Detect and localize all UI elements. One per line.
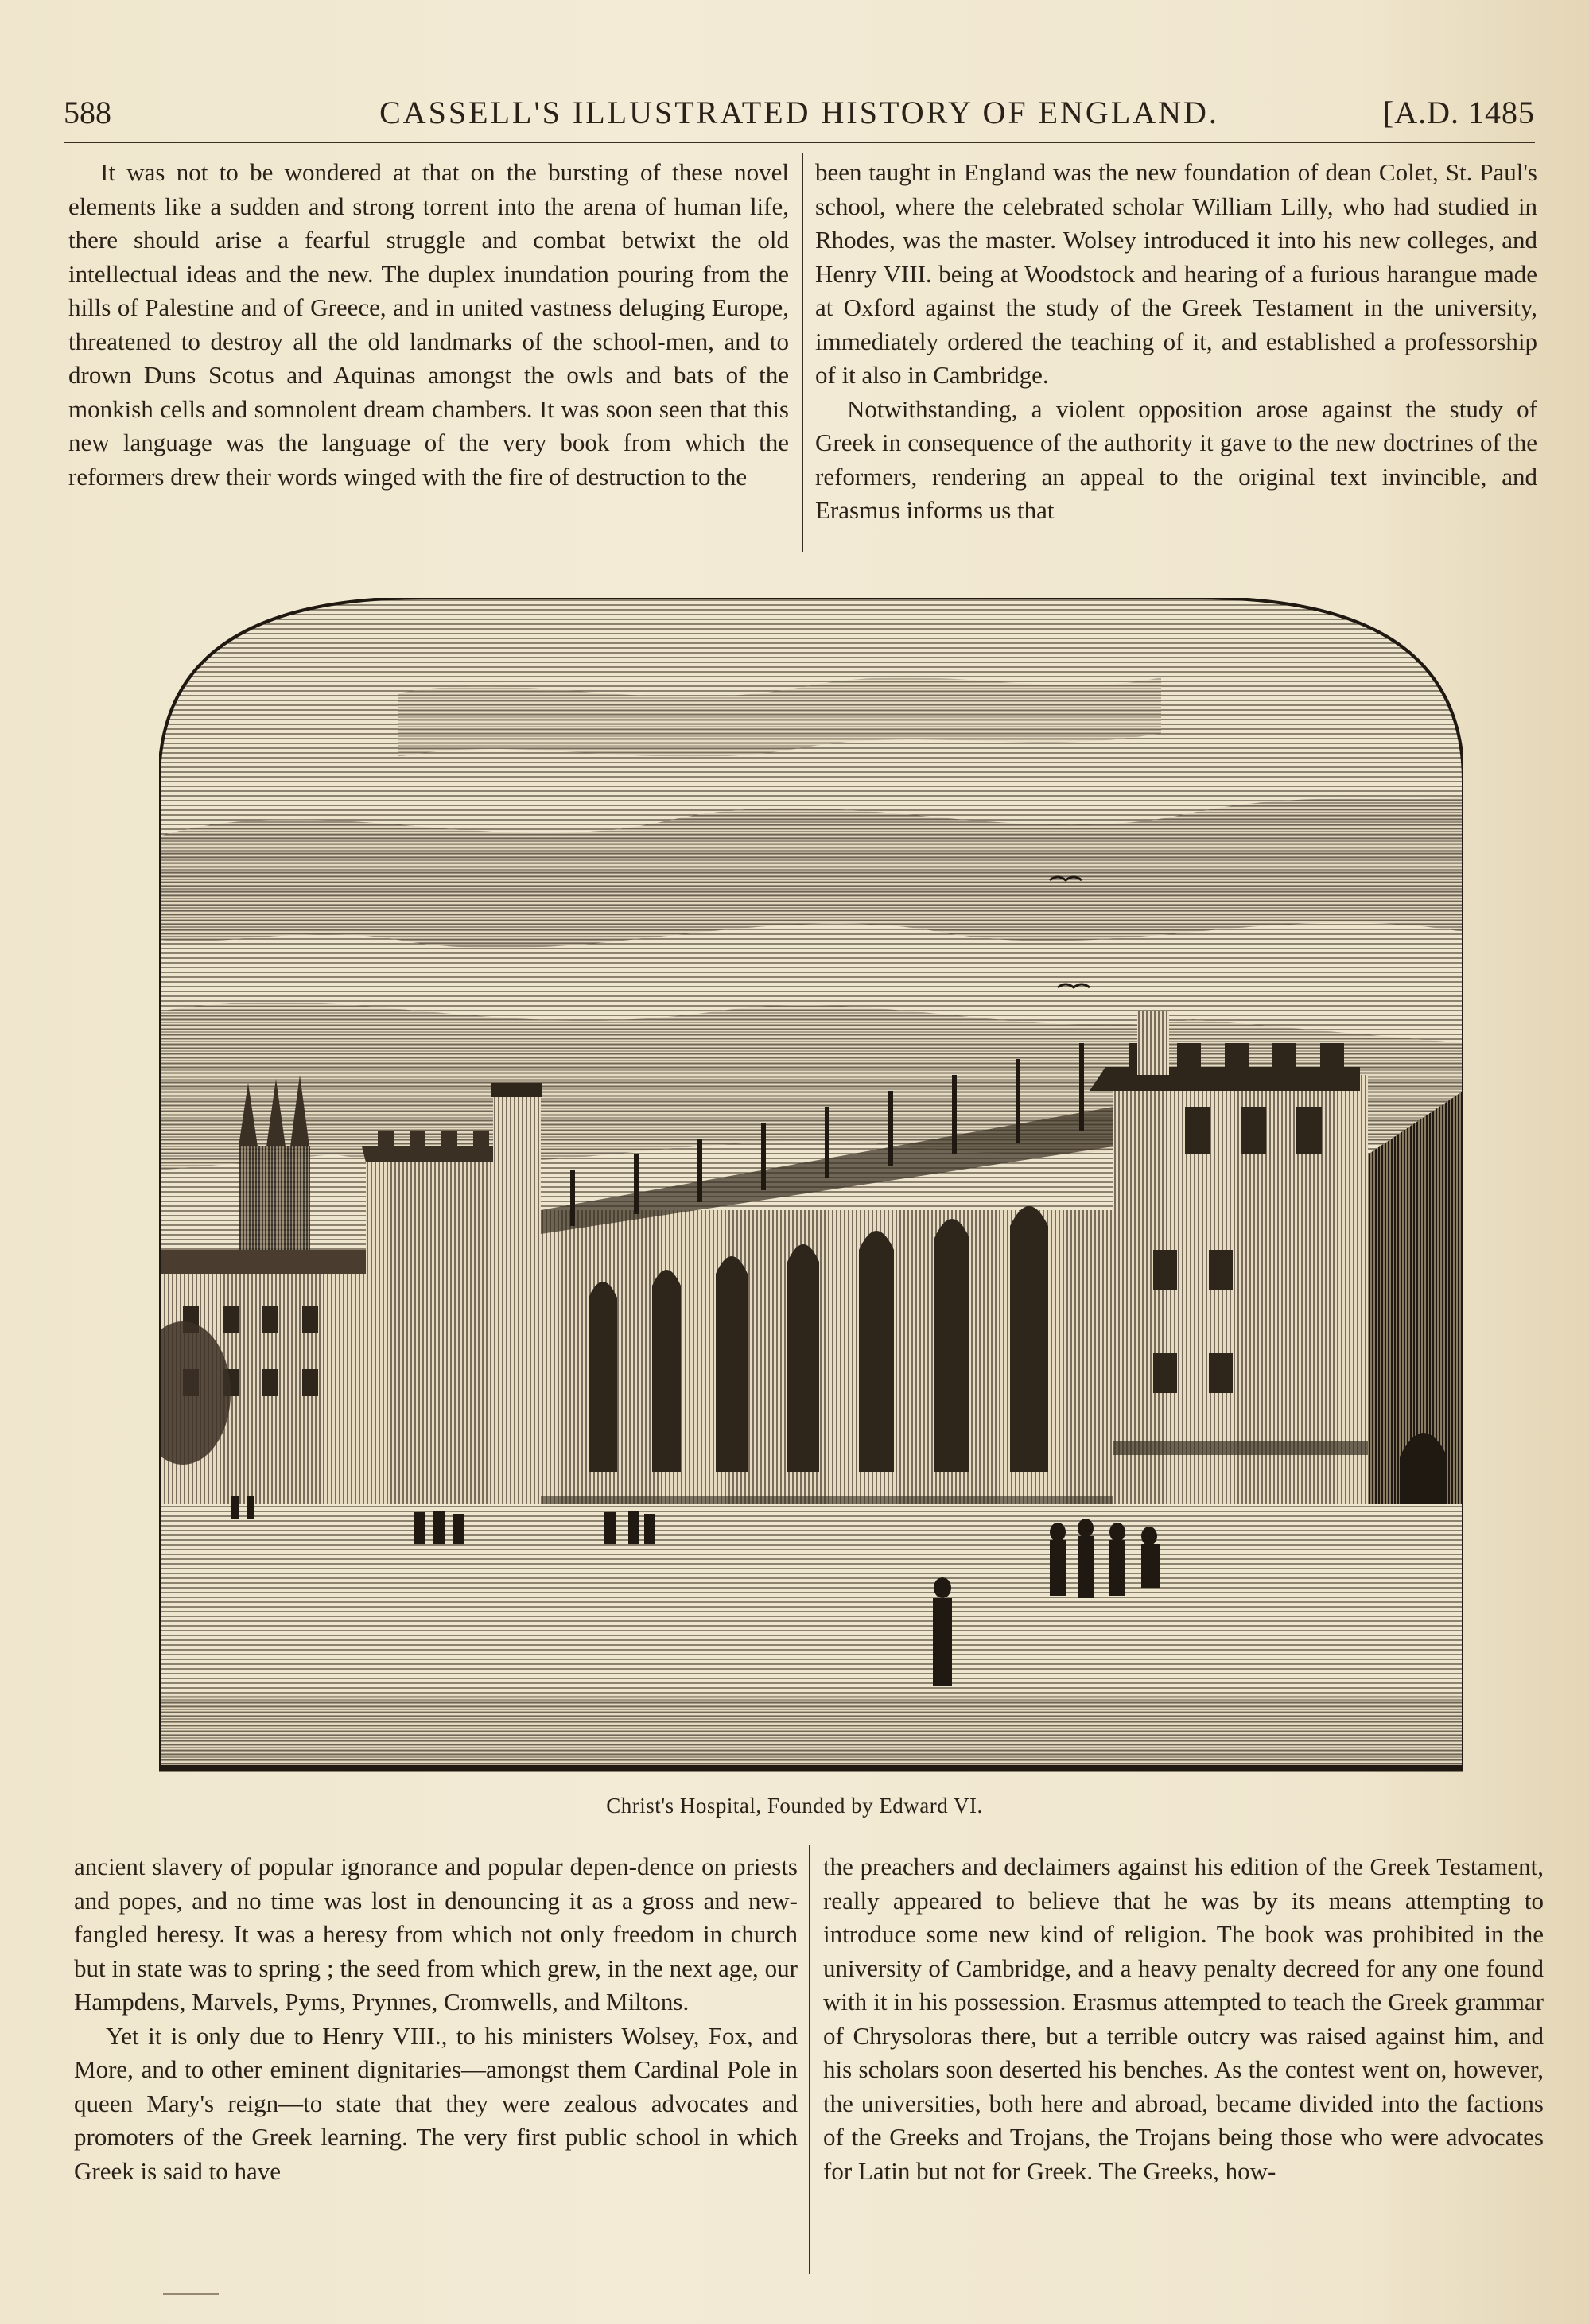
column-divider-bottom bbox=[809, 1845, 810, 2274]
paragraph: been taught in England was the new foundation of dean Colet, St. Paul's school, where the celebrated scholar William Lilly, who had studied in Rhodes, was the master. Wolsey introduced it into his new colleges, and Henry VIII. being at Woodstock and hearing of a furious harangue made at Oxford against the study of the Greek Testament in the university, immediately ordered the teaching of it, and established a professorship of it also in Cambridge. bbox=[815, 158, 1537, 389]
footer-mark bbox=[163, 2293, 219, 2295]
paragraph: Yet it is only due to Henry VIII., to his ministers Wolsey, Fox, and More, and to other eminent dignitaries—amongst them Cardinal Pole in queen Mary's reign—to state that they were zealous advocates and promoters of the Greek learning. The very first public school in which Greek is said to have bbox=[74, 2021, 798, 2185]
running-header bbox=[64, 94, 1535, 142]
paragraph: It was not to be wondered at that on the bursting of these novel elements like a sudden and strong torrent into the arena of human life, there should arise a fearful struggle and combat betwixt the old intellectual ideas and the new. The duplex inundation pouring from the hills of Palestine and of Greece, and in united vastness deluging Europe, threatened to destroy all the old landmarks of the school-men, and to drown Duns Scotus and Aquinas amongst the owls and bats of the monkish cells and somnolent dream chambers. It was soon seen that this new language was the language of the very book from which the reformers drew their words winged with the fire of destruction to the bbox=[68, 158, 789, 491]
paragraph: Notwithstanding, a violent opposition arose against the study of Greek in consequence of the authority it gave to the new doctrines of the reformers, rendering an appeal to the original text invincible, and Erasmus informs us that bbox=[815, 394, 1537, 524]
column-bottom-left bbox=[74, 1850, 798, 2188]
running-title: CASSELL'S ILLUSTRATED HISTORY OF ENGLAND. bbox=[379, 95, 1219, 130]
paragraph: ancient slavery of popular ignorance and popular depen-dence on priests and popes, and no time was lost in denouncing it as a gross and new-fangled heresy. It was a heresy from which not only freedom in church but in state was to spring ; the seed from which grew, in the next age, our Hampdens, Marvels, Pyms, Prynnes, Cromwells, and Miltons. bbox=[74, 1853, 798, 2016]
engraving-christs-hospital bbox=[159, 598, 1463, 1775]
column-divider-top bbox=[802, 153, 803, 552]
column-top-left bbox=[68, 156, 789, 494]
figure-caption: Christ's Hospital, Founded by Edward VI. bbox=[606, 1794, 983, 1818]
paragraph: the preachers and declaimers against his edition of the Greek Testament, really appeared to believe that he was by its means attempting to introduce some new kind of religion. The book was prohibited in the university of Cambridge, and a heavy penalty decreed for any one found with it in his possession. Erasmus attempted to teach the Greek grammar of Chrysoloras there, but a terrible outcry was raised against him, and his scholars soon deserted his benches. As the contest went on, however, the universities, both here and abroad, became divided into the factions of the Greeks and Trojans, the Trojans being those who were advocates for Latin but not for Greek. The Greeks, how- bbox=[823, 1853, 1544, 2185]
header-date: [A.D. 1485 bbox=[1382, 95, 1535, 130]
page-number: 588 bbox=[64, 95, 111, 130]
column-top-right bbox=[815, 156, 1537, 528]
header-rule bbox=[64, 142, 1535, 143]
column-bottom-right bbox=[823, 1850, 1544, 2188]
